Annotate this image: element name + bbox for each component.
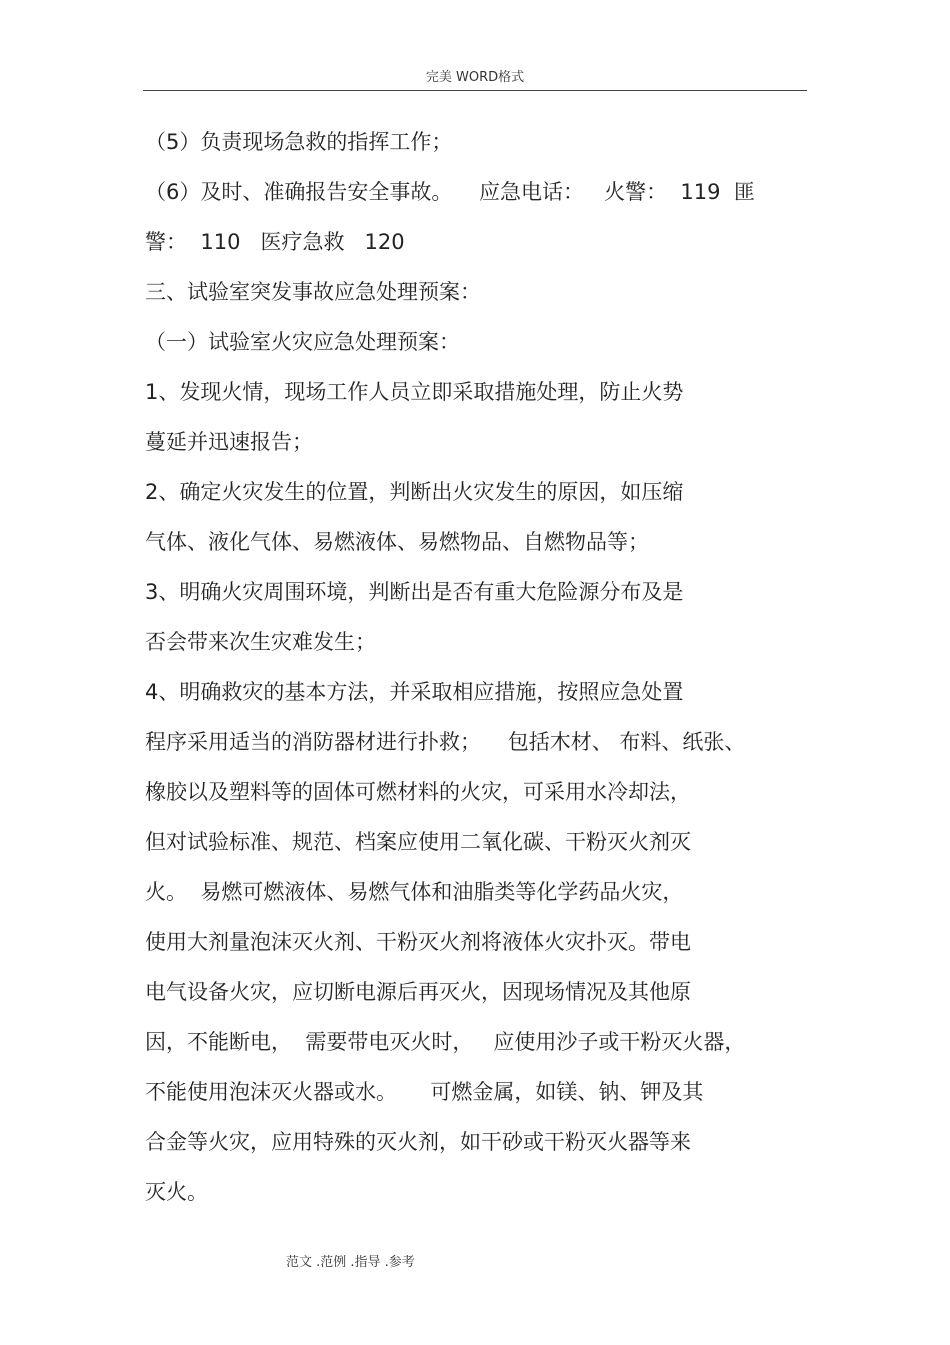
text-line: 2、确定火灾发生的位置，判断出火灾发生的原因，如压缩 [145,480,684,504]
text-line: 三、试验室突发事故应急处理预案： [145,280,481,304]
text-line: 1、发现火情，现场工作人员立即采取措施处理，防止火势 [145,380,684,404]
page-footer: 范文 .范例 .指导 .参考 [286,1255,415,1270]
text-line: 合金等火灾，应用特殊的灭火剂，如干砂或干粉灭火器等来 [145,1130,691,1154]
text-line: 4、明确救灾的基本方法，并采取相应措施，按照应急处置 [145,680,684,704]
text-line: 电气设备火灾，应切断电源后再灭火，因现场情况及其他原 [145,980,691,1004]
text-line: 但对试验标准、规范、档案应使用二氧化碳、干粉灭火剂灭 [145,830,691,854]
text-line: （6）及时、准确报告安全事故。 应急电话： 火警： 119 匪 [145,180,755,204]
text-line: 程序采用适当的消防器材进行扑救； 包括木材、 布料、纸张、 [145,730,746,754]
text-line: 火。 易燃可燃液体、易燃气体和油脂类等化学药品火灾， [145,880,684,904]
header-rule [143,90,807,91]
text-line: 因，不能断电， 需要带电灭火时， 应使用沙子或干粉灭火器， [145,1030,746,1054]
text-line: 气体、液化气体、易燃液体、易燃物品、自燃物品等； [145,530,649,554]
text-line: 否会带来次生灾难发生； [145,630,376,654]
text-line: 3、明确火灾周围环境，判断出是否有重大危险源分布及是 [145,580,684,604]
text-line: 警： 110 医疗急救 120 [145,230,405,254]
text-line: （5）负责现场急救的指挥工作； [145,130,453,154]
text-line: 灭火。 [145,1180,208,1204]
text-line: 不能使用泡沫灭火器或水。 可燃金属，如镁、钠、钾及其 [145,1080,704,1104]
page-header: 完美 WORD格式 [425,70,525,85]
text-line: 使用大剂量泡沫灭火剂、干粉灭火剂将液体火灾扑灭。带电 [145,930,691,954]
text-line: 蔓延并迅速报告； [145,430,313,454]
text-line: 橡胶以及塑料等的固体可燃材料的火灾，可采用水冷却法， [145,780,691,804]
text-line: （一）试验室火灾应急处理预案： [145,330,460,354]
